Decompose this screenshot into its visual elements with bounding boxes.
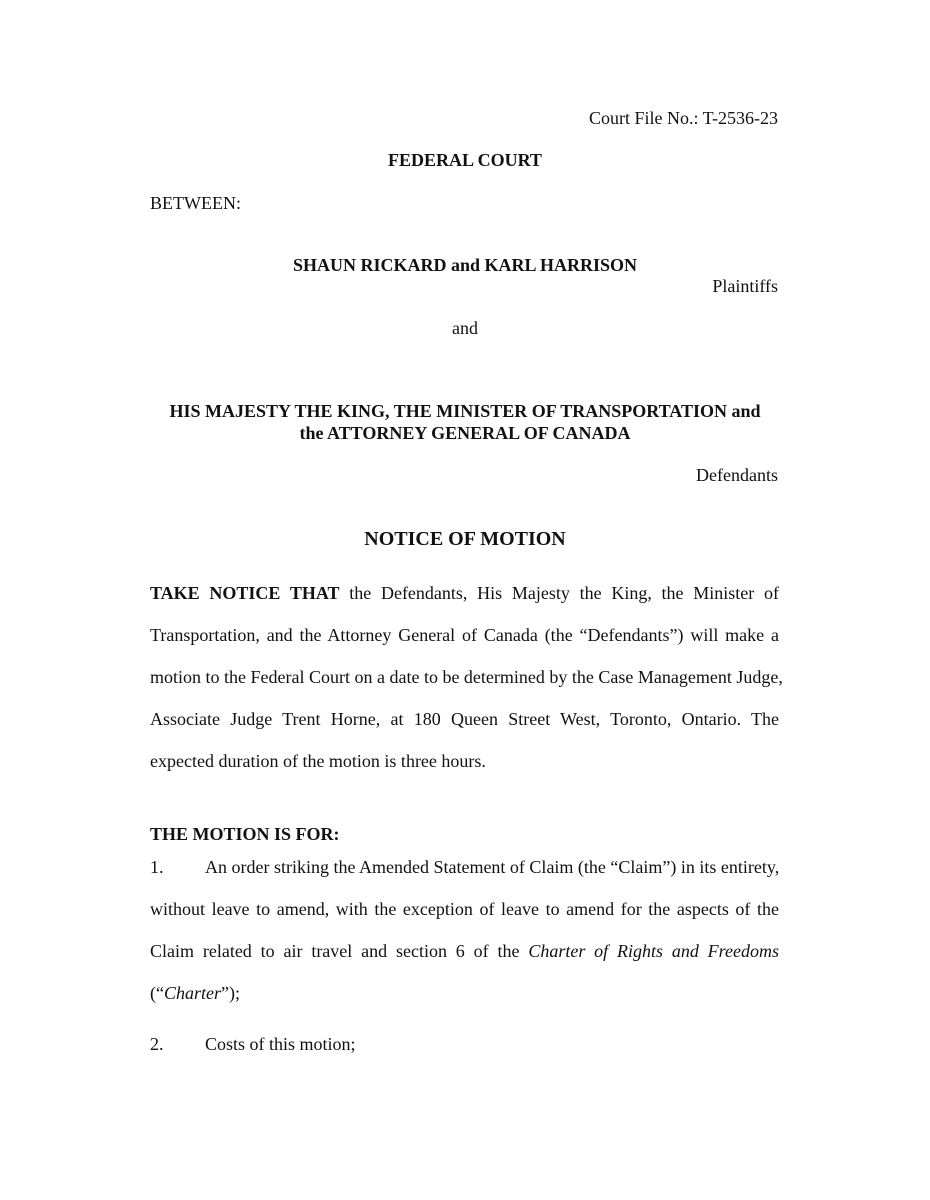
plaintiffs-names: SHAUN RICKARD and KARL HARRISON [292,255,638,275]
defendants-names-line2: the ATTORNEY GENERAL OF CANADA [299,423,631,443]
notice-line-3: motion to the Federal Court on a date to be determined by the Case Management Judge, [150,667,783,687]
charter-short-title: Charter [163,983,221,1003]
item-1-line-1: An order striking the Amended Statement of Claim (the “Claim”) in its entirety, [205,857,780,877]
plaintiffs-label: Plaintiffs [712,276,778,296]
defendants-names-line1: HIS MAJESTY THE KING, THE MINISTER OF TRANSPORTATION and [169,401,761,421]
notice-line-1: TAKE NOTICE THAT the Defendants, His Majesty the King, the Minister of [150,583,779,603]
item-2-number: 2. [150,1034,164,1054]
notice-lead: TAKE NOTICE THAT [150,583,340,603]
court-file-number: Court File No.: T-2536-23 [588,108,778,128]
notice-line-5: expected duration of the motion is three hours. [150,751,486,771]
item-1-line-2: without leave to amend, with the exception of leave to amend for the aspects of the [150,899,779,919]
notice-line-2: Transportation, and the Attorney General of Canada (the “Defendants”) will make a [150,625,779,645]
motion-heading: THE MOTION IS FOR: [150,824,340,844]
document-title: NOTICE OF MOTION [364,528,566,550]
defendants-label: Defendants [696,465,778,485]
between-label: BETWEEN: [150,193,241,213]
charter-title: Charter of Rights and Freedoms [528,941,780,961]
item-1-line-3: Claim related to air travel and section 6 of the Charter of Rights and Freedoms [150,941,780,961]
item-1-text [150,846,779,1014]
court-name: FEDERAL COURT [388,150,542,170]
item-1-number: 1. [150,857,164,877]
notice-line-4: Associate Judge Trent Horne, at 180 Queen Street West, Toronto, Ontario. The [150,709,779,729]
item-1-line-4: (“Charter”); [150,983,240,1003]
item-2-text: Costs of this motion; [205,1034,356,1054]
notice-paragraph [150,572,783,782]
and-separator: and [452,318,478,338]
